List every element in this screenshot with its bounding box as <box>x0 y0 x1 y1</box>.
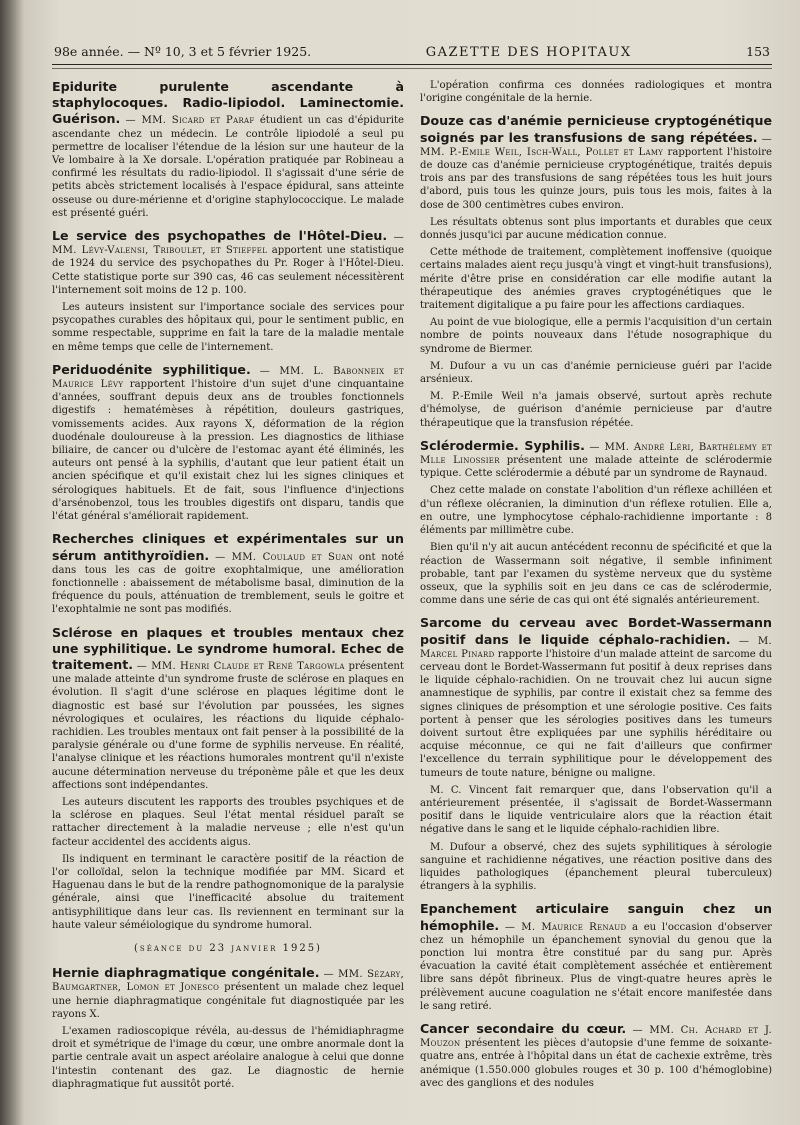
article-paragraph <box>52 362 404 523</box>
article <box>420 615 772 893</box>
article-authors: — MM. Sézary, Baumgartner, Lomon et Jonesco <box>52 969 404 994</box>
article-paragraph <box>52 79 404 220</box>
article-authors: — MM. L. Babonneix et Maurice Lévy <box>52 365 404 391</box>
article-paragraph <box>420 246 772 312</box>
paragraph-text: étudient un cas d'épidurite ascendante chez un médecin. Le contrôle lipiodolé a seul pu permettre de localiser l'étendue de la lésion sur une hauteur de la Ve lombaire à la Xe dorsale. L'opération pratiquée par Robineau a confirmé les résultats du radio-lipiodol. Il s'agissait d'une série de petits abcès strictement localisés à l'espace épidural, sans atteinte osseuse ou dure-mérienne et d'origine staphylococcique. Le malade est présenté guéri. <box>52 115 404 219</box>
article-paragraph <box>52 531 404 616</box>
article <box>52 79 404 220</box>
article-authors: — MM. Ch. Achard et J. Mouzon <box>420 1025 772 1050</box>
page-header <box>48 44 776 64</box>
paragraph-text: rapportent l'histoire d'un sujet d'une cinquantaine d'années, souffrant depuis deux ans de troubles fonctionnels digestifs : hematémèses à répétition, douleurs gastriques, vomissements acides. Aux rayons X, déformation de la région duodénale douloureuse à la pression. Les diagnostics de lithiase biliaire, de cancer ou d'ulcère de l'estomac ayant été éliminés, les auteurs ont pensé à la syphilis, d'autant que leur patient était un ancien spécifique et qu'il existait chez lui les signes cliniques et sérologiques habituels. Et de fait, sous l'influence d'injections d'arsénobenzol, tous les troubles digestifs ont disparu, tandis que l'état général s'améliorait rapidement. <box>52 379 404 523</box>
paragraph-text: Chez cette malade on constate l'abolition d'un réflexe achilléen et d'un réflexe olécranien, la diminution d'un réflexe rotulien. Elle a, en outre, une lymphocytose céphalo-rachidienne importante : 8 éléments par millimètre cube. <box>420 485 772 537</box>
issue-info: 98e année. — Nº 10, 3 et 5 février 1925. <box>54 44 312 59</box>
article <box>52 228 404 354</box>
article-paragraph <box>420 1021 772 1090</box>
article-authors: — MM. Lévy-Valensi, Triboulet, et Stieffel <box>52 232 404 257</box>
article-paragraph <box>420 615 772 779</box>
article-title: Epanchement articulaire sanguin chez un hémophile. <box>420 901 772 933</box>
paragraph-text: Les auteurs discutent les rapports des troubles psychiques et de la sclérose en plaques. Seul l'état mental résiduel paraît se rattacher directement à la maladie nerveuse ; elle n'est qu'un facteur accidentel des accidents aigus. <box>52 796 404 848</box>
article-paragraph <box>420 79 772 105</box>
paragraph-text: M. Dufour a vu un cas d'anémie pernicieuse guéri par l'acide arsénieux. <box>420 360 772 386</box>
article-paragraph <box>52 228 404 297</box>
article-paragraph <box>420 316 772 356</box>
article-title: Hernie diaphragmatique congénitale. <box>52 965 320 981</box>
article-title: Sclérodermie. Syphilis. <box>420 437 585 453</box>
header-rule <box>52 64 772 65</box>
paragraph-text: présentent une malade atteinte d'un syndrome fruste de sclérose en plaques en évolution. Il s'agit d'une sclérose en plaques légitime dont le diagnostic est basé sur l'évolution par poussées, les signes névrologiques et oculaires, les réactions du liquide céphalo-rachidien. Les troubles mentaux ont fait penser à la possibilité de la paralysie générale ou d'une forme de syphilis nerveuse. En réalité, l'analyse clinique et les réactions humorales montrent qu'il n'existe aucune détermination nerveuse du tréponème pâle et que les deux affections sont indépendantes. <box>52 660 404 791</box>
article-authors: — MM. Henri Claude et René Targowla <box>136 660 345 672</box>
article-paragraph <box>52 625 404 792</box>
article-paragraph <box>420 216 772 242</box>
article <box>52 625 404 932</box>
article-paragraph <box>420 841 772 894</box>
article-paragraph <box>420 541 772 607</box>
article <box>420 901 772 1013</box>
article-paragraph <box>52 853 404 932</box>
paragraph-text: Ils indiquent en terminant le caractère positif de la réaction de l'or colloïdal, selon la technique modifiée par MM. Sicard et Haguenau dans le but de la rendre pathognomonique de la paralysie générale, ainsi que l'inefficacité absolue du traitement antisyphilitique dans leur cas. Ils reviennent en terminant sur la haute valeur séméiologique du syndrome humoral. <box>52 853 404 931</box>
paragraph-text: Les résultats obtenus sont plus importants et durables que ceux donnés jusqu'ici par aucune médication connue. <box>420 216 772 242</box>
article-paragraph <box>420 901 772 1013</box>
paragraph-text: Les auteurs insistent sur l'importance sociale des services pour psycopathes curables des hôpitaux qui, pour le sentiment public, en somme respectable, supprime en fait la tare de la maladie mentale en même temps que celle de l'internement. <box>52 302 404 353</box>
article-title: Le service des psychopathes de l'Hôtel-Dieu. <box>52 228 388 244</box>
paragraph-text: M. C. Vincent fait remarquer que, dans l'observation qu'il a antérieurement présentée, il s'agissait de Bordet-Wassermann positif dans le liquide ventriculaire alors que la réaction était négative dans le sang et le liquide céphalo-rachidien libre. <box>420 784 772 836</box>
article-title: Douze cas d'anémie pernicieuse cryptogénétique soignés par les transfusions de sang répétées. <box>420 113 772 145</box>
article <box>52 362 404 523</box>
article-authors: — M. Maurice Renaud <box>504 921 627 933</box>
article-paragraph <box>52 1025 404 1091</box>
article-paragraph <box>52 301 404 354</box>
article-title: Sarcome du cerveau avec Bordet-Wassermann positif dans le liquide céphalo-rachidien. <box>420 615 772 647</box>
article-paragraph <box>420 390 772 430</box>
article <box>420 1021 772 1090</box>
article <box>52 531 404 616</box>
article-title: Sclérose en plaques et troubles mentaux chez une syphilitique. Le syndrome humoral. Echec de traitement. <box>52 624 404 672</box>
article-title: Periduodénite syphilitique. <box>52 361 251 377</box>
paragraph-text: présentent un malade chez lequel une hernie diaphragmatique congénitale fut diagnostiquée par les rayons X. <box>52 982 404 1020</box>
article-title: Cancer secondaire du cœur. <box>420 1021 627 1036</box>
right-column <box>420 79 772 1099</box>
article-paragraph <box>420 784 772 837</box>
paragraph-text: M. P.-Emile Weil n'a jamais observé, surtout après rechute d'hémolyse, de guérison d'anémie pernicieuse par d'autre thérapeutique que la transfusion répétée. <box>420 391 772 429</box>
article-paragraph <box>420 438 772 481</box>
seance-heading: (séance du 23 janvier 1925) <box>134 942 322 954</box>
article-authors: — M. Marcel Pinard <box>420 635 772 660</box>
paragraph-text: Bien qu'il n'y ait aucun antécédent reconnu de spécificité et que la réaction de Wassermann soit négative, il semble infiniment probable, tant par l'examen du système nerveux que du système osseux, que la syphilis soit en jeu dans ce cas de sclérodermie, comme dans une série de cas qui ont été signalés antérieurement. <box>420 542 772 607</box>
article-paragraph <box>420 360 772 386</box>
paragraph-text: Cette méthode de traitement, complètement inoffensive (quoique certains malades aient reçu jusqu'à vingt et vingt-huit transfusions), mérite d'être prise en considération car elle modifie autant la thérapeutique des anémies graves cryptogénétiques que le traitement digitalique a pu faire pour les affections cardiaques. <box>420 247 772 312</box>
paragraph-text: rapportent l'histoire de douze cas d'anémie pernicieuse cryptogénétique, traités depuis trois ans par des transfusions de sang répétées tous les huit jours d'abord, puis tous les quinze jours, puis tous les mois, faites à la dose de 300 centimètres cubes environ. <box>420 146 772 211</box>
page-number: 153 <box>746 44 770 59</box>
article <box>420 113 772 429</box>
article-title: Recherches cliniques et expérimentales sur un sérum antithyroïdien. <box>52 531 404 563</box>
article <box>420 438 772 607</box>
article-paragraph <box>52 796 404 849</box>
article-paragraph <box>420 484 772 537</box>
paragraph-text: ont noté dans tous les cas de goitre exophtalmique, une amélioration fonctionnelle : abaissement de métabolisme basal, diminution de la fréquence du pouls, atténuation de tremblement, seuls le goitre et l'exophtalmie ne sont pas modifiés. <box>52 551 404 616</box>
article-paragraph <box>52 965 404 1021</box>
paragraph-text: présentent une malade atteinte de sclérodermie typique. Cette sclérodermie a débuté par un syndrome de Raynaud. <box>420 455 772 480</box>
paragraph-text: apportent une statistique de 1924 du service des psychopathes du Pr. Roger à l'Hôtel-Dieu. Cette statistique porte sur 390 cas, 46 cas seulement nécessitèrent l'internement soit moins de 12 p. 100. <box>52 245 404 296</box>
article-paragraph <box>420 113 772 211</box>
paragraph-text: rapporte l'histoire d'un malade atteint de sarcome du cerveau dont le Bordet-Wassermann fut positif à deux reprises dans le liquide céphalo-rachidien. On ne trouvait chez lui aucun signe anamnestique de syphilis, par contre il existait chez sa femme des signes cliniques de présomption et une sérologie positive. Ces faits portent à penser que les sérologies positives dans les tumeurs doivent surtout être expliquées par une syphilis héréditaire ou acquise méconnue, ce qui ne fait d'ailleurs que confirmer l'excellence du terrain syphilitique pour le développement des tumeurs de toute nature, bénigne ou maligne. <box>420 648 772 779</box>
paragraph-text: L'opération confirma ces données radiologiques et montra l'origine congénitale de la hernie. <box>420 80 772 105</box>
paragraph-text: M. Dufour a observé, chez des sujets syphilitiques à sérologie sanguine et rachidienne négatives, une réaction positive dans des liquides pathologiques (épanchement pleural tuberculeux) étrangers à la syphilis. <box>420 841 772 893</box>
article-authors: — MM. Sicard et Paraf <box>125 115 255 127</box>
journal-title: GAZETTE DES HOPITAUX <box>425 45 632 60</box>
paragraph-text: a eu l'occasion d'observer chez un hémophile un épanchement synovial du genou que la ponction lui montra être constitué par du sang pur. Après évacuation la cavité était complètement asséchée et entièrement libre sans dépôt fibrineux. Plus de vingt-quatre heures après le prélèvement aucune coagulation ne s'était encore manifestée dans le sang retiré. <box>420 921 772 1012</box>
article-authors: — MM. P.-Emile Weil, Isch-Wall, Pollet et Lamy <box>420 133 772 158</box>
paragraph-text: Au point de vue biologique, elle a permis l'acquisition d'un certain nombre de points nouveaux dans l'étude nosographique du syndrome de Biermer. <box>420 317 772 355</box>
article-authors: — MM. André Léri, Barthélemy et Mlle Linossier <box>420 441 772 467</box>
article-title: Epidurite purulente ascendante à staphylocoques. Radio-lipiodol. Laminectomie. Guérison. <box>52 79 404 127</box>
article <box>420 79 772 105</box>
paragraph-text: présentent les pièces d'autopsie d'une femme de soixante-quatre ans, entrée à l'hôpital dans un état de cachexie extrême, très anémique (1.550.000 globules rouges et 30 p. 100 d'hémoglobine) avec des ganglions et des nodules <box>420 1038 772 1089</box>
paragraph-text: L'examen radioscopique révéla, au-dessus de l'hémidiaphragme droit et symétrique de l'image du cœur, une ombre anormale dont la partie centrale avait un aspect aréolaire analogue à celui que donne l'intestin contenant des gaz. Le diagnostic de hernie diaphragmatique fut aussitôt porté. <box>52 1026 404 1090</box>
article-authors: — MM. Coulaud et Suan <box>215 551 353 563</box>
article <box>52 965 404 1091</box>
left-column <box>52 79 404 1099</box>
